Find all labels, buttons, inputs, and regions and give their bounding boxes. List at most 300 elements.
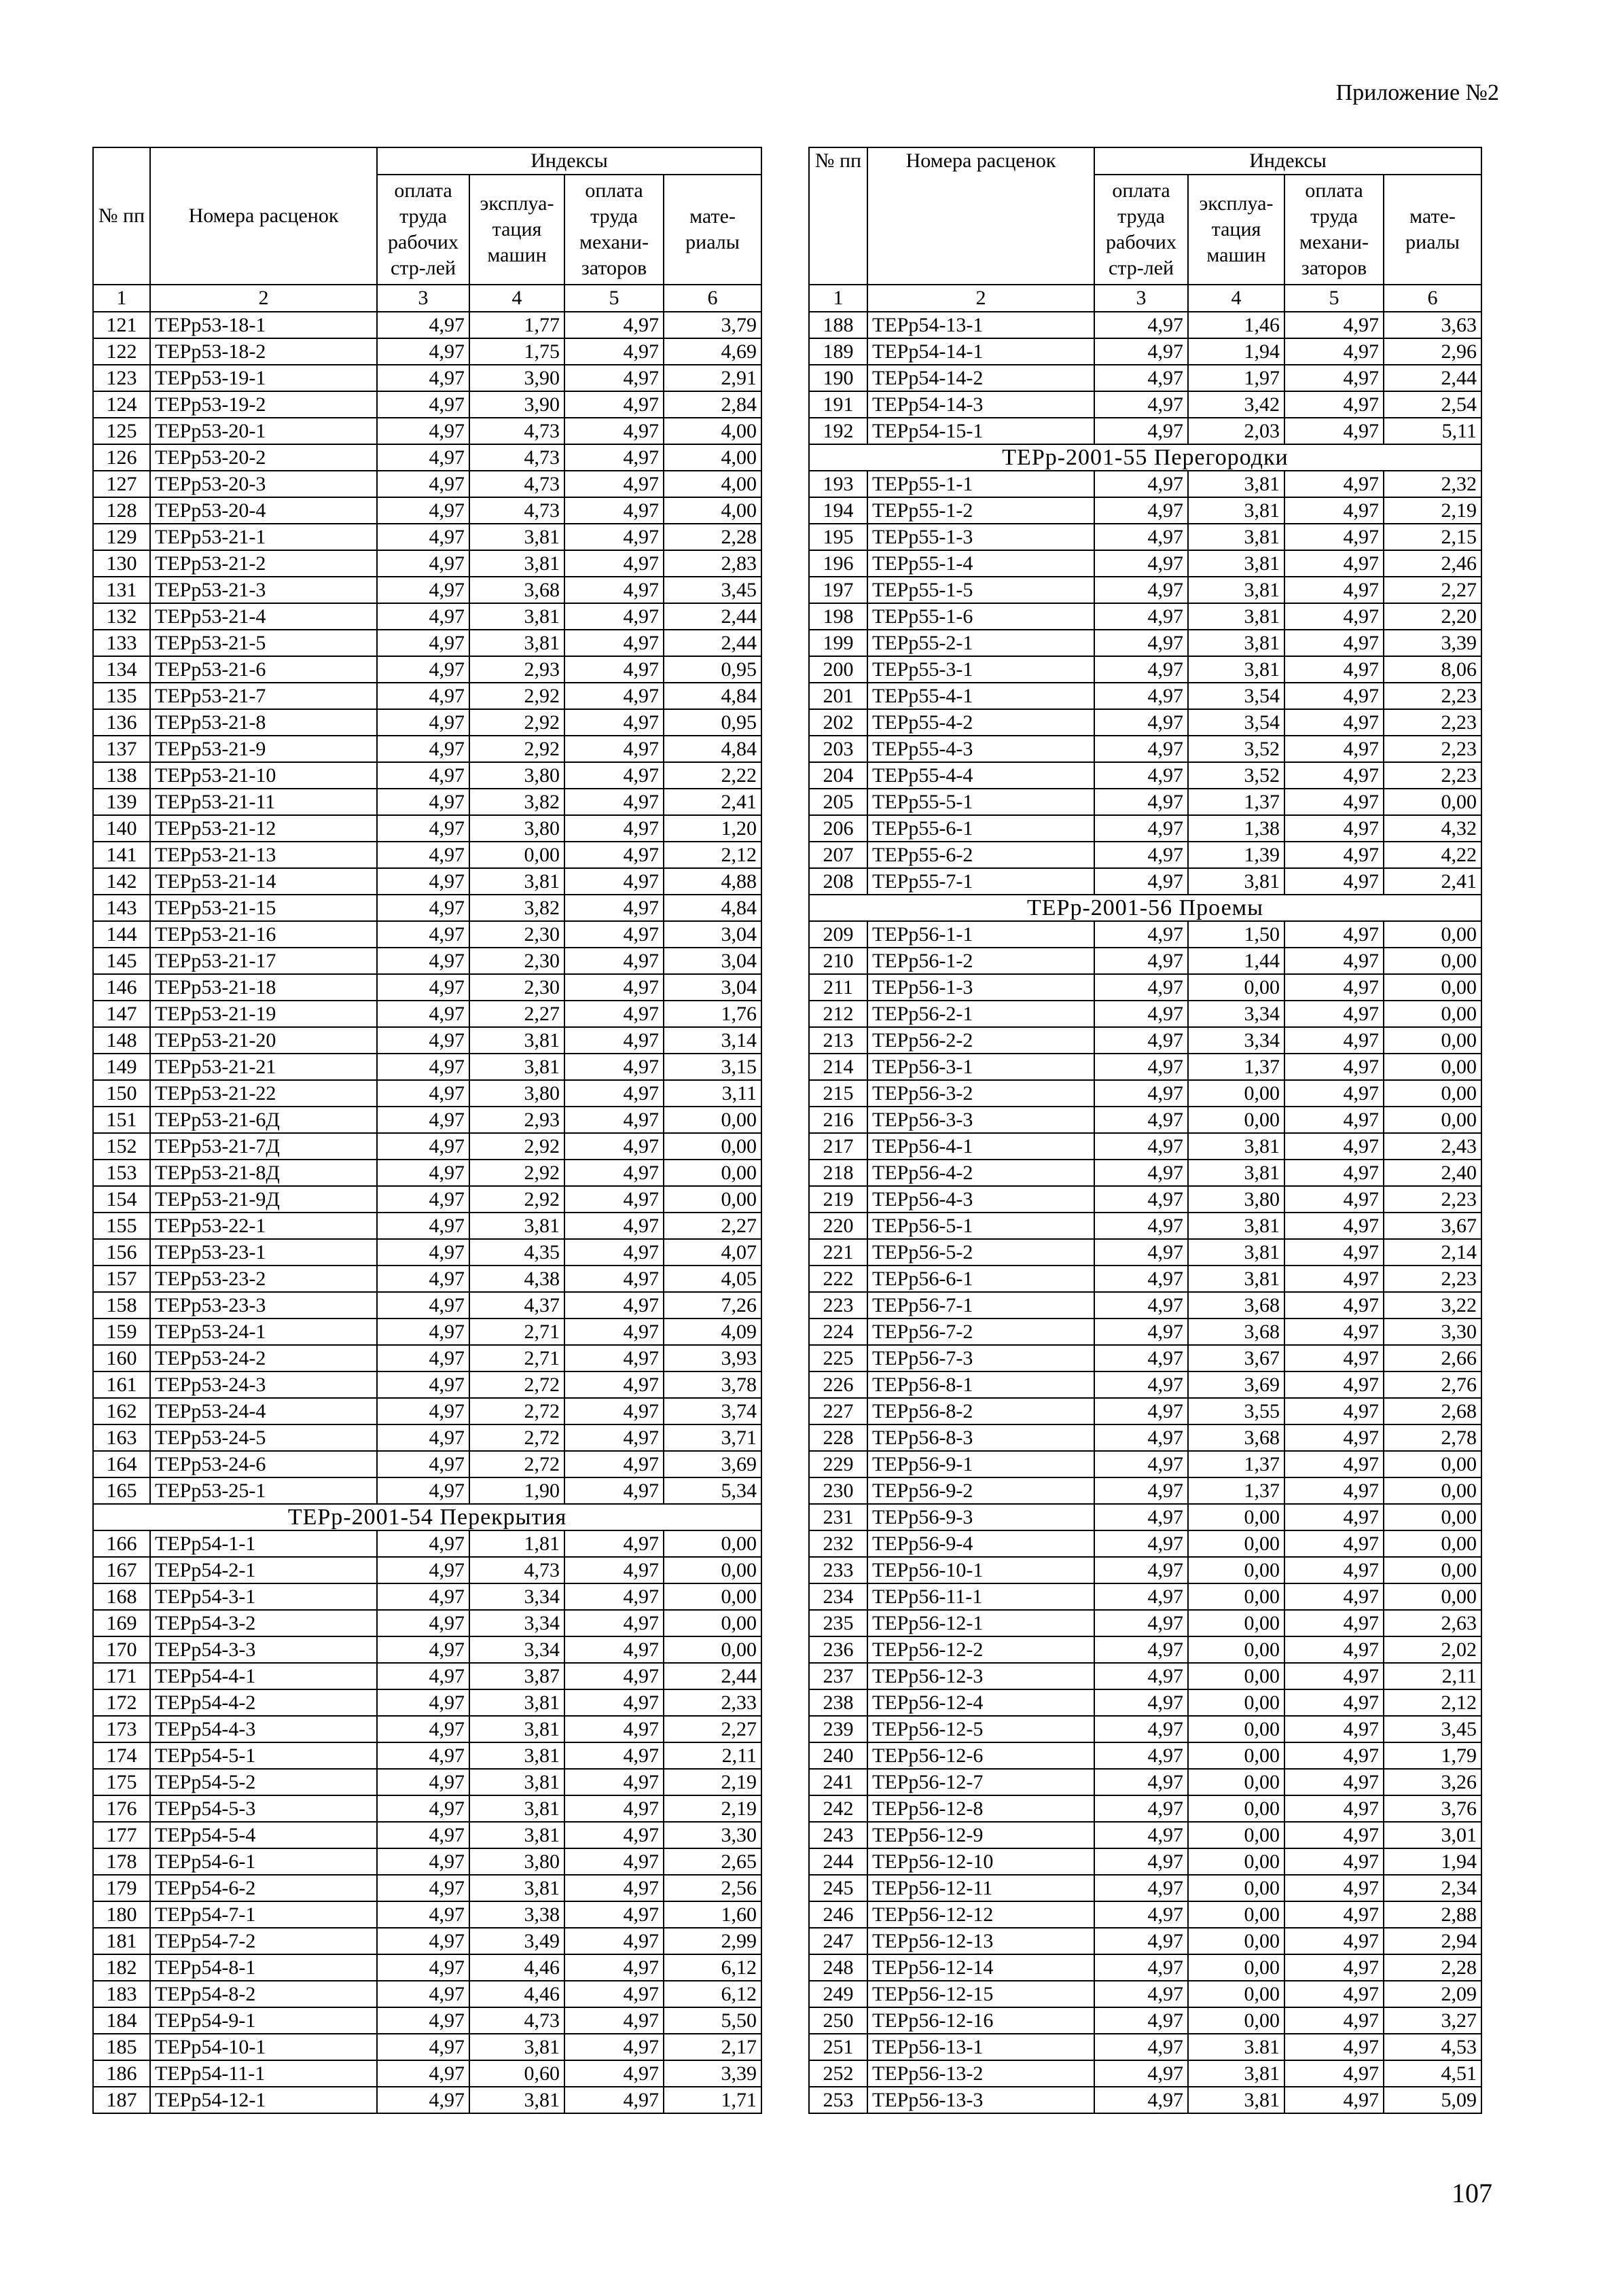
labor-index: 4,97	[1094, 842, 1188, 868]
row-number: 192	[809, 418, 867, 444]
row-number: 196	[809, 550, 867, 577]
labor-index: 4,97	[377, 365, 469, 391]
table-row	[809, 550, 1481, 577]
rate-code: ТЕРр56-9-1	[867, 1451, 1094, 1477]
row-number: 183	[93, 1981, 150, 2007]
machines-index: 3,81	[469, 1054, 564, 1080]
labor-index: 4,97	[1094, 338, 1188, 365]
labor-index: 4,97	[1094, 2007, 1188, 2034]
rate-code: ТЕРр56-9-3	[867, 1504, 1094, 1530]
materials-index: 4,00	[664, 471, 761, 497]
materials-index: 0,00	[664, 1107, 761, 1133]
labor-index: 4,97	[377, 2087, 469, 2113]
operators-index: 4,97	[1284, 1822, 1384, 1848]
table-row	[93, 974, 761, 1001]
table-row	[809, 974, 1481, 1001]
row-number: 163	[93, 1424, 150, 1451]
machines-index: 3,80	[469, 815, 564, 842]
materials-index: 4,51	[1384, 2060, 1481, 2087]
rate-code: ТЕРр53-24-2	[150, 1345, 377, 1371]
operators-index: 4,97	[564, 948, 664, 974]
labor-index: 4,97	[377, 683, 469, 709]
table-row	[93, 1133, 761, 1160]
operators-index: 4,97	[564, 709, 664, 736]
machines-index: 3,80	[1188, 1186, 1284, 1213]
labor-index: 4,97	[377, 418, 469, 444]
rate-code: ТЕРр56-12-11	[867, 1875, 1094, 1901]
materials-index: 5,50	[664, 2007, 761, 2034]
table-row	[93, 1001, 761, 1027]
materials-index: 8,06	[1384, 656, 1481, 683]
row-number: 165	[93, 1477, 150, 1504]
materials-index: 3,63	[1384, 312, 1481, 338]
labor-index: 4,97	[1094, 2034, 1188, 2060]
operators-index: 4,97	[1284, 868, 1384, 895]
operators-index: 4,97	[1284, 1107, 1384, 1133]
col-materials-header: мате-риалы	[664, 175, 761, 285]
row-number: 143	[93, 895, 150, 921]
materials-index: 2,19	[664, 1769, 761, 1795]
row-number: 149	[93, 1054, 150, 1080]
machines-index: 3,81	[469, 2087, 564, 2113]
table-row	[93, 1424, 761, 1451]
table-row	[809, 338, 1481, 365]
operators-index: 4,97	[1284, 338, 1384, 365]
machines-index: 3,81	[1188, 497, 1284, 524]
row-number: 177	[93, 1822, 150, 1848]
rate-code: ТЕРр56-7-2	[867, 1319, 1094, 1345]
operators-index: 4,97	[1284, 1266, 1384, 1292]
col-number: 4	[469, 285, 564, 312]
materials-index: 0,00	[664, 1583, 761, 1610]
row-number: 173	[93, 1716, 150, 1742]
row-number: 123	[93, 365, 150, 391]
row-number: 190	[809, 365, 867, 391]
row-number: 185	[93, 2034, 150, 2060]
table-row	[93, 1716, 761, 1742]
machines-index: 3,49	[469, 1928, 564, 1954]
labor-index: 4,97	[377, 709, 469, 736]
row-number: 124	[93, 391, 150, 418]
row-number: 213	[809, 1027, 867, 1054]
table-row	[93, 1954, 761, 1981]
machines-index: 0,00	[1188, 1636, 1284, 1663]
operators-index: 4,97	[1284, 1954, 1384, 1981]
labor-index: 4,97	[377, 1292, 469, 1319]
row-number: 231	[809, 1504, 867, 1530]
table-row	[93, 1451, 761, 1477]
machines-index: 1,97	[1188, 365, 1284, 391]
rate-code: ТЕРр53-20-2	[150, 444, 377, 471]
row-number: 182	[93, 1954, 150, 1981]
materials-index: 2,22	[664, 762, 761, 789]
row-number: 176	[93, 1795, 150, 1822]
operators-index: 4,97	[564, 444, 664, 471]
labor-index: 4,97	[1094, 1504, 1188, 1530]
materials-index: 3,04	[664, 974, 761, 1001]
table-row	[93, 1822, 761, 1848]
rate-code: ТЕРр56-12-14	[867, 1954, 1094, 1981]
col-number: 3	[377, 285, 469, 312]
row-number: 253	[809, 2087, 867, 2113]
rate-code: ТЕРр56-12-9	[867, 1822, 1094, 1848]
rate-code: ТЕРр56-12-7	[867, 1769, 1094, 1795]
table-row	[809, 1107, 1481, 1133]
materials-index: 4,53	[1384, 2034, 1481, 2060]
materials-index: 2,14	[1384, 1239, 1481, 1266]
machines-index: 0,00	[1188, 1557, 1284, 1583]
rate-code: ТЕРр54-4-1	[150, 1663, 377, 1689]
rate-code: ТЕРр53-21-6Д	[150, 1107, 377, 1133]
machines-index: 3,54	[1188, 683, 1284, 709]
rate-code: ТЕРр53-21-6	[150, 656, 377, 683]
row-number: 210	[809, 948, 867, 974]
table-row	[809, 1848, 1481, 1875]
rate-code: ТЕРр56-7-3	[867, 1345, 1094, 1371]
machines-index: 2,71	[469, 1319, 564, 1345]
rate-code: ТЕРр54-6-1	[150, 1848, 377, 1875]
row-number: 206	[809, 815, 867, 842]
labor-index: 4,97	[377, 1769, 469, 1795]
labor-index: 4,97	[377, 2007, 469, 2034]
labor-index: 4,97	[1094, 471, 1188, 497]
machines-index: 3,34	[1188, 1027, 1284, 1054]
row-number: 222	[809, 1266, 867, 1292]
rate-code: ТЕРр53-21-4	[150, 603, 377, 630]
labor-index: 4,97	[1094, 1398, 1188, 1424]
materials-index: 0,00	[664, 1610, 761, 1636]
materials-index: 0,00	[1384, 1530, 1481, 1557]
operators-index: 4,97	[1284, 391, 1384, 418]
table-row	[93, 1319, 761, 1345]
rate-code: ТЕРр53-21-21	[150, 1054, 377, 1080]
rates-table-body	[93, 312, 761, 2113]
materials-index: 1,60	[664, 1901, 761, 1928]
machines-index: 2,92	[469, 736, 564, 762]
labor-index: 4,97	[377, 656, 469, 683]
machines-index: 1,37	[1188, 789, 1284, 815]
rate-code: ТЕРр55-3-1	[867, 656, 1094, 683]
machines-index: 0,00	[1188, 1901, 1284, 1928]
rate-code: ТЕРр56-9-4	[867, 1530, 1094, 1557]
machines-index: 1,90	[469, 1477, 564, 1504]
table-row	[93, 1292, 761, 1319]
rate-code: ТЕРр54-2-1	[150, 1557, 377, 1583]
materials-index: 0,00	[1384, 789, 1481, 815]
materials-index: 2,28	[1384, 1954, 1481, 1981]
rate-code: ТЕРр55-1-2	[867, 497, 1094, 524]
labor-index: 4,97	[1094, 391, 1188, 418]
col-machines-header: эксплуа-тация машин	[469, 175, 564, 285]
rate-code: ТЕРр53-21-1	[150, 524, 377, 550]
materials-index: 3,01	[1384, 1822, 1481, 1848]
rate-code: ТЕРр55-7-1	[867, 868, 1094, 895]
col-number: 6	[664, 285, 761, 312]
machines-index: 2,27	[469, 1001, 564, 1027]
materials-index: 1,71	[664, 2087, 761, 2113]
rates-table-left	[92, 147, 762, 2114]
operators-index: 4,97	[564, 736, 664, 762]
row-number: 235	[809, 1610, 867, 1636]
labor-index: 4,97	[1094, 2087, 1188, 2113]
row-number: 199	[809, 630, 867, 656]
materials-index: 2,94	[1384, 1928, 1481, 1954]
rate-code: ТЕРр53-20-1	[150, 418, 377, 444]
operators-index: 4,97	[564, 1345, 664, 1371]
rate-code: ТЕРр53-21-15	[150, 895, 377, 921]
machines-index: 2,93	[469, 656, 564, 683]
operators-index: 4,97	[564, 1928, 664, 1954]
machines-index: 3,68	[1188, 1319, 1284, 1345]
table-row	[93, 2087, 761, 2113]
rate-code: ТЕРр56-3-3	[867, 1107, 1094, 1133]
materials-index: 0,00	[1384, 1001, 1481, 1027]
materials-index: 0,00	[1384, 1477, 1481, 1504]
section-row	[809, 895, 1481, 921]
table-row	[93, 338, 761, 365]
machines-index: 3,81	[1188, 603, 1284, 630]
labor-index: 4,97	[377, 1266, 469, 1292]
rate-code: ТЕРр55-1-6	[867, 603, 1094, 630]
materials-index: 6,12	[664, 1954, 761, 1981]
rate-code: ТЕРр53-21-7	[150, 683, 377, 709]
table-row	[809, 1213, 1481, 1239]
operators-index: 4,97	[564, 656, 664, 683]
rate-code: ТЕРр56-3-1	[867, 1054, 1094, 1080]
table-row	[93, 2034, 761, 2060]
rate-code: ТЕРр54-4-3	[150, 1716, 377, 1742]
materials-index: 0,00	[664, 1557, 761, 1583]
operators-index: 4,97	[564, 1954, 664, 1981]
machines-index: 2,72	[469, 1424, 564, 1451]
machines-index: 3,81	[469, 603, 564, 630]
machines-index: 2,93	[469, 1107, 564, 1133]
col-no-header: № пп	[93, 147, 150, 285]
machines-index: 4,73	[469, 471, 564, 497]
rate-code: ТЕРр56-12-3	[867, 1663, 1094, 1689]
table-row	[93, 1557, 761, 1583]
row-number: 200	[809, 656, 867, 683]
labor-index: 4,97	[377, 1901, 469, 1928]
row-number: 221	[809, 1239, 867, 1266]
materials-index: 2,91	[664, 365, 761, 391]
labor-index: 4,97	[1094, 312, 1188, 338]
col-number: 1	[93, 285, 150, 312]
materials-index: 4,00	[664, 444, 761, 471]
machines-index: 1,37	[1188, 1054, 1284, 1080]
labor-index: 4,97	[377, 1133, 469, 1160]
materials-index: 0,00	[1384, 1504, 1481, 1530]
labor-index: 4,97	[377, 444, 469, 471]
row-number: 246	[809, 1901, 867, 1928]
materials-index: 4,32	[1384, 815, 1481, 842]
table-row	[809, 2007, 1481, 2034]
labor-index: 4,97	[377, 842, 469, 868]
rate-code: ТЕРр54-9-1	[150, 2007, 377, 2034]
row-number: 184	[93, 2007, 150, 2034]
materials-index: 2,88	[1384, 1901, 1481, 1928]
row-number: 155	[93, 1213, 150, 1239]
row-number: 212	[809, 1001, 867, 1027]
materials-index: 3,69	[664, 1451, 761, 1477]
operators-index: 4,97	[1284, 815, 1384, 842]
rate-code: ТЕРр53-23-1	[150, 1239, 377, 1266]
table-row	[809, 656, 1481, 683]
operators-index: 4,97	[564, 1027, 664, 1054]
rate-code: ТЕРр53-21-19	[150, 1001, 377, 1027]
rate-code: ТЕРр53-20-4	[150, 497, 377, 524]
labor-index: 4,97	[377, 1663, 469, 1689]
materials-index: 2,09	[1384, 1981, 1481, 2007]
rate-code: ТЕРр56-6-1	[867, 1266, 1094, 1292]
materials-index: 3,22	[1384, 1292, 1481, 1319]
labor-index: 4,97	[1094, 789, 1188, 815]
operators-index: 4,97	[1284, 1981, 1384, 2007]
rate-code: ТЕРр54-1-1	[150, 1530, 377, 1557]
table-row	[809, 1398, 1481, 1424]
labor-index: 4,97	[1094, 1080, 1188, 1107]
machines-index: 3,81	[1188, 1133, 1284, 1160]
labor-index: 4,97	[377, 1424, 469, 1451]
row-number: 236	[809, 1636, 867, 1663]
operators-index: 4,97	[564, 550, 664, 577]
rate-code: ТЕРр53-21-12	[150, 815, 377, 842]
machines-index: 0,00	[1188, 1583, 1284, 1610]
row-number: 245	[809, 1875, 867, 1901]
labor-index: 4,97	[1094, 1663, 1188, 1689]
materials-index: 2,27	[1384, 577, 1481, 603]
operators-index: 4,97	[564, 1742, 664, 1769]
machines-index: 1,77	[469, 312, 564, 338]
materials-index: 2,11	[664, 1742, 761, 1769]
labor-index: 4,97	[1094, 1822, 1188, 1848]
row-number: 122	[93, 338, 150, 365]
machines-index: 0,00	[1188, 1848, 1284, 1875]
table-row	[809, 524, 1481, 550]
table-row	[93, 842, 761, 868]
col-code-header: Номера расценок	[867, 147, 1094, 285]
row-number: 204	[809, 762, 867, 789]
labor-index: 4,97	[1094, 736, 1188, 762]
col-number: 5	[1284, 285, 1384, 312]
row-number: 162	[93, 1398, 150, 1424]
table-row	[809, 1742, 1481, 1769]
operators-index: 4,97	[1284, 550, 1384, 577]
machines-index: 0,00	[1188, 1530, 1284, 1557]
col-materials-header: мате-риалы	[1384, 175, 1481, 285]
table-row	[93, 1769, 761, 1795]
operators-index: 4,97	[564, 1319, 664, 1345]
row-number: 150	[93, 1080, 150, 1107]
materials-index: 0,00	[1384, 1107, 1481, 1133]
machines-index: 3,81	[469, 2034, 564, 2060]
table-row	[93, 1239, 761, 1266]
row-number: 131	[93, 577, 150, 603]
operators-index: 4,97	[1284, 1186, 1384, 1213]
machines-index: 4,73	[469, 497, 564, 524]
row-number: 240	[809, 1742, 867, 1769]
operators-index: 4,97	[1284, 1875, 1384, 1901]
materials-index: 2,84	[664, 391, 761, 418]
row-number: 188	[809, 312, 867, 338]
operators-index: 4,97	[1284, 842, 1384, 868]
rate-code: ТЕРр56-12-5	[867, 1716, 1094, 1742]
machines-index: 2,92	[469, 1186, 564, 1213]
labor-index: 4,97	[377, 1848, 469, 1875]
table-row	[809, 709, 1481, 736]
operators-index: 4,97	[564, 1239, 664, 1266]
machines-index: 3,34	[469, 1636, 564, 1663]
row-number: 137	[93, 736, 150, 762]
rate-code: ТЕРр53-21-9	[150, 736, 377, 762]
operators-index: 4,97	[1284, 1610, 1384, 1636]
labor-index: 4,97	[377, 2060, 469, 2087]
labor-index: 4,97	[1094, 1239, 1188, 1266]
machines-index: 3,55	[1188, 1398, 1284, 1424]
rate-code: ТЕРр56-4-2	[867, 1160, 1094, 1186]
machines-index: 3,81	[1188, 471, 1284, 497]
labor-index: 4,97	[1094, 2060, 1188, 2087]
table-row	[93, 603, 761, 630]
rate-code: ТЕРр54-11-1	[150, 2060, 377, 2087]
machines-index: 0,00	[1188, 1689, 1284, 1716]
operators-index: 4,97	[1284, 524, 1384, 550]
labor-index: 4,97	[1094, 1424, 1188, 1451]
labor-index: 4,97	[377, 1054, 469, 1080]
materials-index: 3,30	[1384, 1319, 1481, 1345]
row-number: 164	[93, 1451, 150, 1477]
materials-index: 3,11	[664, 1080, 761, 1107]
operators-index: 4,97	[564, 1530, 664, 1557]
row-number: 134	[93, 656, 150, 683]
operators-index: 4,97	[564, 789, 664, 815]
materials-index: 2,40	[1384, 1160, 1481, 1186]
table-row	[809, 815, 1481, 842]
materials-index: 2,41	[664, 789, 761, 815]
labor-index: 4,97	[1094, 1266, 1188, 1292]
materials-index: 0,00	[664, 1133, 761, 1160]
table-row	[93, 365, 761, 391]
operators-index: 4,97	[1284, 471, 1384, 497]
labor-index: 4,97	[1094, 1769, 1188, 1795]
table-row	[93, 683, 761, 709]
rate-code: ТЕРр53-21-13	[150, 842, 377, 868]
labor-index: 4,97	[1094, 603, 1188, 630]
machines-index: 3,34	[469, 1610, 564, 1636]
machines-index: 0,00	[1188, 1795, 1284, 1822]
col-number: 5	[564, 285, 664, 312]
rate-code: ТЕРр56-13-3	[867, 2087, 1094, 2113]
labor-index: 4,97	[1094, 1292, 1188, 1319]
row-number: 239	[809, 1716, 867, 1742]
table-row	[809, 762, 1481, 789]
rate-code: ТЕРр53-23-3	[150, 1292, 377, 1319]
materials-index: 1,94	[1384, 1848, 1481, 1875]
rate-code: ТЕРр56-5-1	[867, 1213, 1094, 1239]
row-number: 175	[93, 1769, 150, 1795]
table-row	[93, 2007, 761, 2034]
table-row	[93, 1054, 761, 1080]
operators-index: 4,97	[564, 1054, 664, 1080]
labor-index: 4,97	[377, 1160, 469, 1186]
row-number: 211	[809, 974, 867, 1001]
row-number: 161	[93, 1371, 150, 1398]
materials-index: 2,33	[664, 1689, 761, 1716]
table-row	[93, 1186, 761, 1213]
operators-index: 4,97	[1284, 1928, 1384, 1954]
table-row	[93, 1795, 761, 1822]
row-number: 205	[809, 789, 867, 815]
